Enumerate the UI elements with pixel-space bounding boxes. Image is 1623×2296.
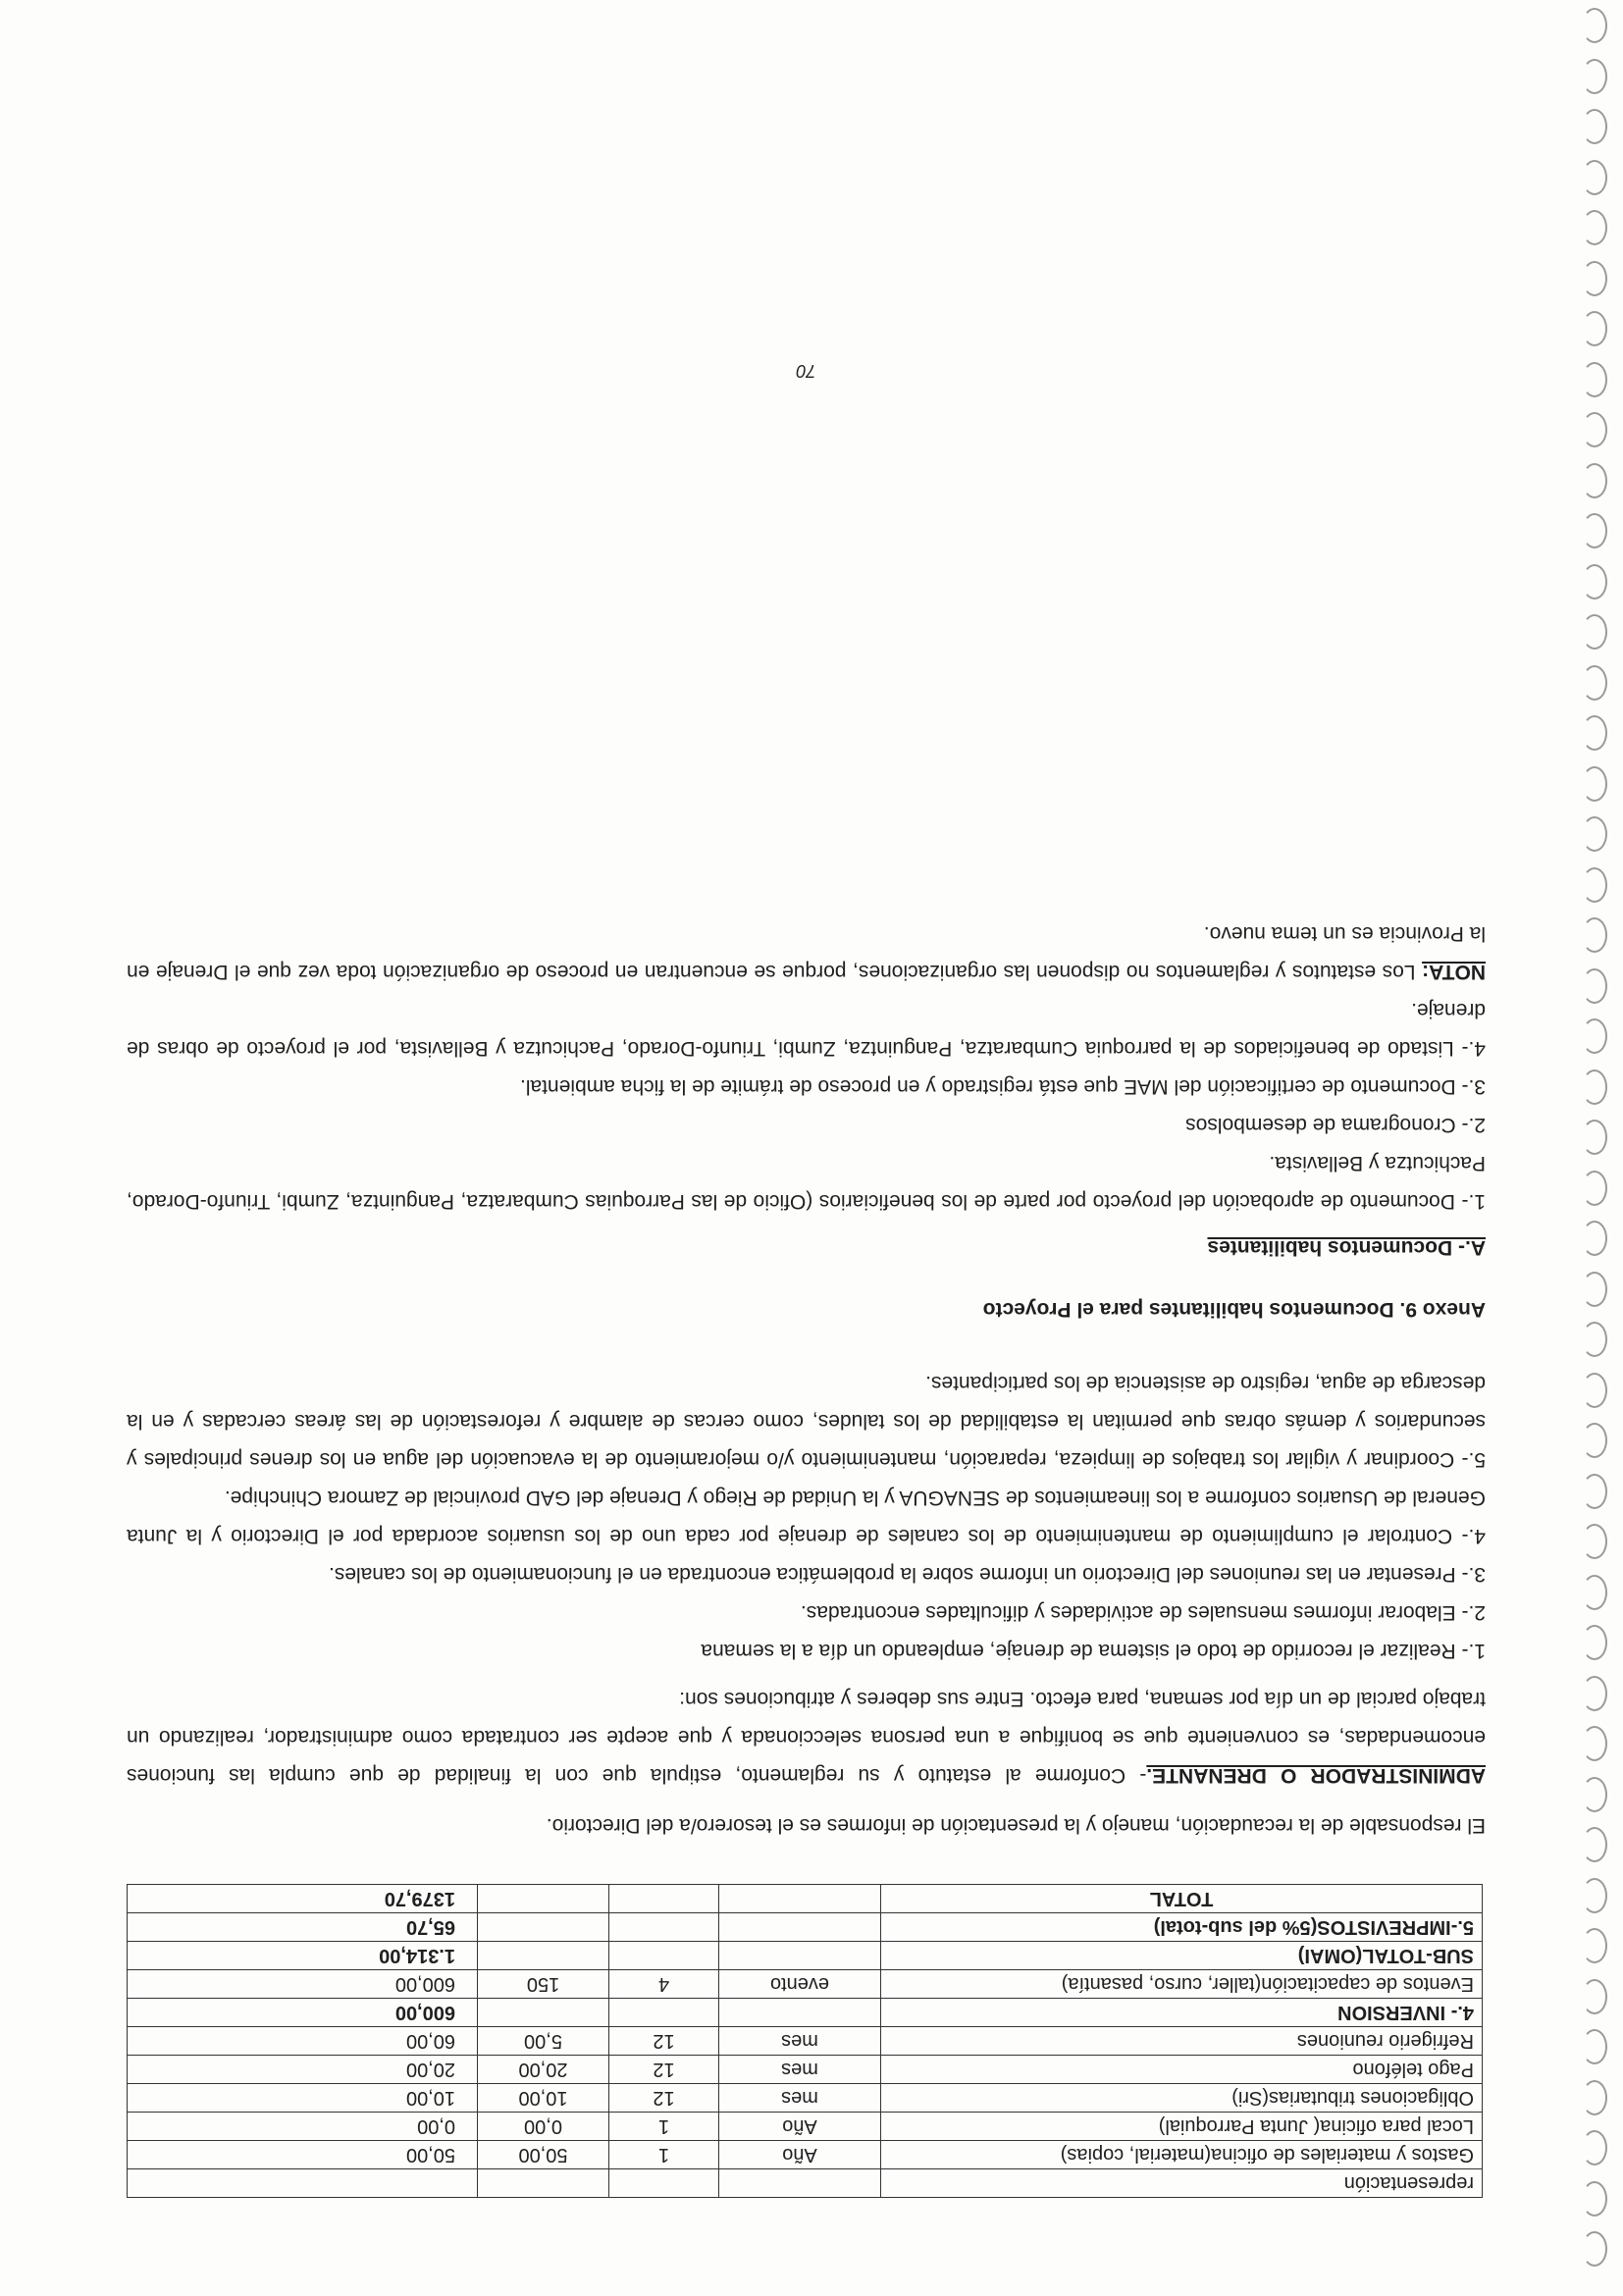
binding-hole [1582,1423,1607,1458]
duties-list [127,1364,1486,1670]
anexo-item: 1.- Documento de aprobación del proyecto por parte de los beneficiarios (Oficio de las Parroquias Cumbaratza, Panguintza, Zumbi, Triunfo-Dorado, Pachicutza y Bellavista. [127,1152,1486,1213]
description-cell: Pago teléfono [881,2056,1483,2084]
binding-hole [1582,109,1607,144]
nota-label: NOTA: [1422,961,1486,983]
total-cell: 1.314,00 [128,1942,478,1970]
description-cell: Eventos de capacitación(taller, curso, pasantía) [881,1970,1483,1999]
binding-hole [1582,1373,1607,1408]
binding-hole [1582,564,1607,600]
anexo-item: 3.- Documento de certificación del MAE que está registrado y en proceso de trámite de la ficha ambiental. [519,1075,1486,1098]
duty-item: 1.- Realizar el recorrido de todo el sistema de drenaje, empleando un día a la semana [701,1640,1486,1662]
budget-table [127,1884,1483,2198]
table-row [128,1970,1483,1999]
administrador-paragraph [127,1680,1486,1795]
unit-price-cell: 0,00 [478,2113,609,2141]
total-cell: 65,70 [128,1913,478,1942]
unit-cell [719,1913,881,1942]
total-cell: 1379,70 [128,1885,478,1913]
table-row [128,2141,1483,2169]
table-row [128,1942,1483,1970]
binding-hole [1582,1322,1607,1357]
binding-hole [1582,1272,1607,1307]
quantity-cell [609,1913,719,1942]
duty-item: 5.- Coordinar y vigilar los trabajos de limpieza, reparación, mantenimiento y/o mejoramiento de la evacuación del agua en los drenes principales y secundarios y demás obras que permitan la estabilidad de los taludes, como cercas de alambre y reforestación de las áreas cercadas y en la descarga de agua, registro de asistencia de los participantes. [127,1372,1486,1471]
description-cell: Gastos y materiales de oficina(material, copias) [881,2141,1483,2169]
binding-hole [1582,1625,1607,1660]
table-row [128,1913,1483,1942]
description-cell: 4.- INVERSION [881,1999,1483,2027]
anexo-item: 4.- Listado de beneficiados de la parroquia Cumbaratza, Panguintza, Zumbi, Triunfo-Dorado, Pachicutza y Bellavista, por el proyecto de obras de drenaje. [127,999,1486,1060]
binding-hole [1582,463,1607,498]
unit-price-cell: 5,00 [478,2027,609,2056]
anexo-item: 2.- Cronograma de desembolsos [1185,1114,1486,1136]
binding-hole [1582,1726,1607,1761]
binding-hole [1582,1524,1607,1559]
unit-price-cell [478,1913,609,1942]
binding-hole [1582,917,1607,953]
binding-hole [1582,1171,1607,1206]
binding-hole [1582,261,1607,296]
quantity-cell: 4 [609,1970,719,1999]
total-cell: 600,00 [128,1999,478,2027]
total-cell: 50,00 [128,2141,478,2169]
table-row [128,1885,1483,1913]
unit-price-cell [478,1885,609,1913]
total-cell: 0,00 [128,2113,478,2141]
binding-hole [1582,665,1607,701]
total-cell [128,2169,478,2198]
quantity-cell: 12 [609,2056,719,2084]
quantity-cell: 12 [609,2027,719,2056]
binding-hole [1582,816,1607,852]
anexo-items [127,991,1486,1221]
duty-item: 3.- Presentar en las reuniones del Directorio un informe sobre la problemática encontrada en el funcionamiento de los canales. [328,1563,1486,1586]
quantity-cell [609,1999,719,2027]
table-row [128,2027,1483,2056]
binding-hole [1582,1120,1607,1155]
description-cell: 5.-IMPREVISTOS(5% del sub-total) [881,1913,1483,1942]
binding-hole [1582,1777,1607,1812]
description-cell: Obligaciones tributarias(Sri) [881,2084,1483,2113]
binding-hole [1582,160,1607,195]
binding-hole [1582,2130,1607,2166]
unit-cell: mes [719,2027,881,2056]
binding-hole [1582,1474,1607,1509]
unit-cell: mes [719,2084,881,2113]
binding-holes [1582,8,1611,2284]
total-cell: 20,00 [128,2056,478,2084]
quantity-cell: 12 [609,2084,719,2113]
total-cell: 600,00 [128,1970,478,1999]
total-cell: 60,00 [128,2027,478,2056]
binding-hole [1582,1979,1607,2014]
description-cell: SUB-TOTAL(OMAI) [881,1942,1483,1970]
quantity-cell [609,1885,719,1913]
administrador-title: ADMINISTRADOR O DRENANTE. [1146,1764,1486,1787]
page-content [127,914,1486,2198]
description-cell: Local para oficina( Junta Parroquial) [881,2113,1483,2141]
unit-cell [719,2169,881,2198]
binding-hole [1582,1827,1607,1862]
duty-item: 2.- Elaborar informes mensuales de actividades y dificultades encontradas. [800,1601,1486,1624]
description-cell: TOTAL [881,1885,1483,1913]
nota-text: Los estatutos y reglamentos no disponen las organizaciones, porque se encuentran en proceso de organización toda vez que el Drenaje en la Provincia es un tema nuevo. [127,922,1486,983]
description-cell: representación [881,2169,1483,2198]
binding-hole [1582,766,1607,802]
binding-hole [1582,2029,1607,2064]
binding-hole [1582,1070,1607,1105]
binding-hole [1582,362,1607,397]
unit-cell: evento [719,1970,881,1999]
unit-cell: Año [719,2141,881,2169]
table-row [128,2084,1483,2113]
binding-hole [1582,1575,1607,1610]
binding-hole [1582,614,1607,650]
quantity-cell: 1 [609,2113,719,2141]
quantity-cell [609,1942,719,1970]
binding-hole [1582,2231,1607,2267]
total-cell: 10,00 [128,2084,478,2113]
administrador-intro: - Conforme al estatuto y su reglamento, estipula que con la finalidad de que cumpla las funciones encomendadas, es conveniente que se bonifique a una persona seleccionada y que acepte ser contratada como administrador, realizando un trabajo parcial de un día por semana, para efecto. Entre sus deberes y atribuciones son: [126,1688,1486,1787]
binding-hole [1582,1676,1607,1711]
quantity-cell: 1 [609,2141,719,2169]
unit-price-cell: 150 [478,1970,609,1999]
unit-price-cell: 50,00 [478,2141,609,2169]
binding-hole [1582,1928,1607,1963]
duty-item: 4.- Controlar el cumplimiento de mantenimiento de los canales de drenaje por cada uno de los usuarios acordada por el Directorio y la Junta General de Usuarios conforme a los lineamientos de SENAGUA y la Unidad de Riego y Drenaje del GAD provincial de Zamora Chinchipe. [127,1487,1486,1547]
binding-hole [1582,59,1607,94]
table-row [128,2169,1483,2198]
page-number: 70 [796,361,816,381]
unit-cell [719,1942,881,1970]
binding-hole [1582,8,1607,43]
binding-hole [1582,1018,1607,1054]
binding-hole [1582,968,1607,1004]
unit-price-cell [478,1999,609,2027]
table-row [128,2056,1483,2084]
binding-hole [1582,513,1607,548]
anexo-title: Anexo 9. Documentos habilitantes para el Proyecto [982,1298,1486,1321]
description-cell: Refrigerio reuniones [881,2027,1483,2056]
binding-hole [1582,2080,1607,2115]
quantity-cell [609,2169,719,2198]
unit-price-cell [478,1942,609,1970]
unit-cell [719,1999,881,2027]
unit-price-cell: 20,00 [478,2056,609,2084]
unit-price-cell [478,2169,609,2198]
table-row [128,1999,1483,2027]
binding-hole [1582,715,1607,751]
binding-hole [1582,2181,1607,2217]
unit-cell [719,1885,881,1913]
binding-hole [1582,867,1607,903]
binding-hole [1582,210,1607,245]
unit-price-cell: 10,00 [478,2084,609,2113]
unit-cell: mes [719,2056,881,2084]
table-row [128,2113,1483,2141]
unit-cell: Año [719,2113,881,2141]
binding-hole [1582,412,1607,447]
binding-hole [1582,1878,1607,1913]
nota-paragraph [127,914,1486,991]
responsable-paragraph: El responsable de la recaudación, manejo y la presentación de informes es el tesorero/a del Directorio. [546,1814,1486,1837]
binding-hole [1582,1221,1607,1256]
binding-hole [1582,311,1607,346]
anexo-subtitle: A.- Documentos habilitantes [1207,1236,1486,1259]
